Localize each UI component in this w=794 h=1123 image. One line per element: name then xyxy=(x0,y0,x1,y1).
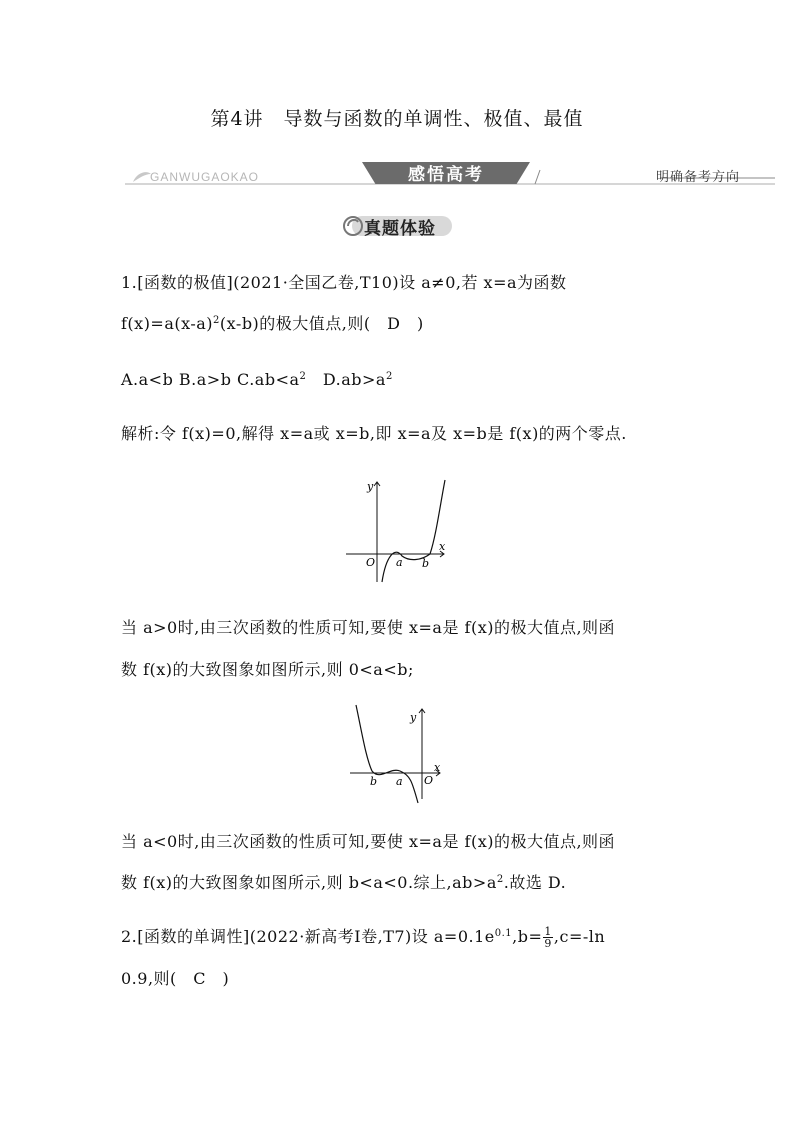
q2-fraction-denominator: 9 xyxy=(544,937,552,950)
question-1-line-2 xyxy=(121,313,424,335)
q2-text-pre: 2.[函数的单调性](2022·新高考Ⅰ卷,T7)设 a=0.1e xyxy=(121,927,495,946)
options-exponent-1: 2 xyxy=(299,371,307,382)
case-1-line-1: 当 a>0时,由三次函数的性质可知,要使 x=a是 f(x)的极大值点,则函 xyxy=(121,618,616,637)
q2-exponent: 0.1 xyxy=(494,928,513,939)
case-2-line-2 xyxy=(121,872,566,894)
q1-exponent: 2 xyxy=(213,315,220,326)
case-1-line-2: 数 f(x)的大致图象如图所示,则 0<a<b; xyxy=(121,660,414,679)
question-2-line-1 xyxy=(121,926,605,949)
analysis-line: 解析:令 f(x)=0,解得 x=a或 x=b,即 x=a及 x=b是 f(x)的两个零点. xyxy=(121,424,627,443)
fig1-y-label: y xyxy=(367,480,374,493)
case-2-line-1: 当 a<0时,由三次函数的性质可知,要使 x=a是 f(x)的极大值点,则函 xyxy=(121,832,616,851)
fig1-origin-label: O xyxy=(366,556,376,569)
fig2-a-label: a xyxy=(396,775,403,788)
q1-text-pre: f(x)=a(x-a) xyxy=(121,314,214,333)
options-exponent-2: 2 xyxy=(385,371,393,382)
q2-fraction-numerator: 1 xyxy=(544,925,552,938)
fig2-b-label: b xyxy=(370,775,378,788)
question-1-line-1: 1.[函数的极值](2021·全国乙卷,T10)设 a≠0,若 x=a为函数 xyxy=(121,273,567,292)
q1-text-post: (x-b)的极大值点,则( D ) xyxy=(219,314,424,333)
case2-exponent: 2 xyxy=(496,874,504,885)
q2-text-post: ,c=-ln xyxy=(553,927,606,946)
q2-fraction xyxy=(543,926,553,949)
question-2-line-2: 0.9,则( C ) xyxy=(121,969,230,988)
question-1-options xyxy=(121,369,393,391)
fig1-a-label: a xyxy=(396,556,403,569)
banner-left-text: GANWUGAOKAO xyxy=(150,170,260,184)
figure-2-graph xyxy=(348,703,448,805)
page-title: 第4讲 导数与函数的单调性、极值、最值 xyxy=(210,108,584,130)
options-text-2: D.ab>a xyxy=(306,370,386,389)
fig2-x-label: x xyxy=(434,761,441,774)
fig2-y-label: y xyxy=(410,711,417,724)
q2-text-mid: ,b= xyxy=(512,927,543,946)
figure-1-graph xyxy=(340,476,450,588)
section-title: 真题体验 xyxy=(364,219,436,239)
banner-center-text: 感悟高考 xyxy=(408,165,484,185)
fig1-x-label: x xyxy=(439,540,446,553)
case2-text-pre: 数 f(x)的大致图象如图所示,则 b<a<0.综上,ab>a xyxy=(121,873,497,892)
case2-text-post: .故选 D. xyxy=(503,873,567,892)
fig2-origin-label: O xyxy=(424,774,434,787)
options-text-1: A.a<b B.a>b C.ab<a xyxy=(121,370,300,389)
fig1-b-label: b xyxy=(422,557,430,570)
banner-right-text: 明确备考方向 xyxy=(656,170,741,185)
